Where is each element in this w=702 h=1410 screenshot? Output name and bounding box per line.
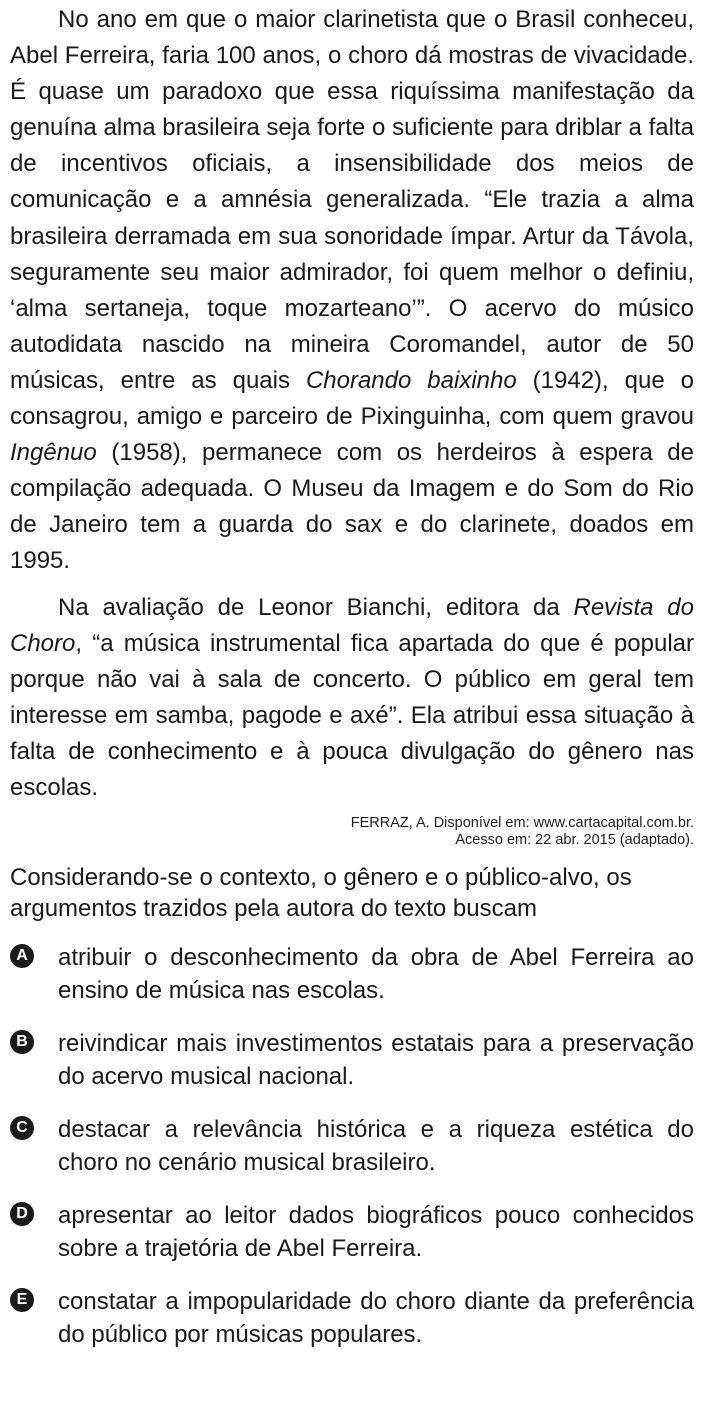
source-line-1: FERRAZ, A. Disponível em: www.cartacapital.com.br. [350,815,694,832]
option-c-badge: C [10,1116,34,1140]
question-page [10,0,694,1371]
option-b-badge: B [10,1030,34,1054]
option-e-badge: E [10,1288,34,1312]
option-d-badge: D [10,1202,34,1226]
question-prompt: Considerando-se o contexto, o gênero e o público-alvo, os argumentos trazidos pela autora do texto buscam [10,864,632,923]
p2-title-revista-do-choro: Revista do Choro [10,593,694,657]
option-d[interactable] [10,1199,694,1265]
p1-title-chorando-baixinho: Chorando baixinho [305,366,517,394]
option-a-badge: A [10,944,34,968]
answer-options [10,941,694,1351]
option-b[interactable] [10,1027,694,1093]
p1-text-a: No ano em que o maior clarinetista que o Brasil conheceu, Abel Ferreira, faria 100 anos, o choro dá mostras de vivacidade. É quase um paradoxo que essa riquíssima manifestação da genuína alma brasileira seja forte o suficiente para driblar a falta de incentivos oficiais, a insensibilidade dos meios de comunicação e a amnésia generalizada. “Ele trazia a alma brasileira derramada em sua sonoridade ímpar. Artur da Távola, seguramente seu maior admirador, foi quem melhor o definiu, ‘alma sertaneja, toque mozarteano’”. O acervo do músico autodidata nascido na mineira Coromandel, autor de 50 músicas, entre as quais [10,6,694,394]
option-c[interactable] [10,1113,694,1179]
option-e-text: constatar a impopularidade do choro diante da preferência do público por músicas populares. [58,1288,694,1349]
option-c-text: destacar a relevância histórica e a riqueza estética do choro no cenário musical brasileiro. [58,1116,694,1177]
p1-title-ingenuo: Ingênuo [10,439,97,467]
p1-text-b: (1942), que o consagrou, amigo e parceiro de Pixinguinha, com quem gravou [10,366,694,431]
text-paragraph-1 [10,0,694,580]
option-d-text: apresentar ao leitor dados biográficos pouco conhecidos sobre a trajetória de Abel Ferreira. [58,1202,694,1263]
option-a[interactable] [10,941,694,1007]
option-b-text: reivindicar mais investimentos estatais para a preservação do acervo musical nacional. [58,1030,694,1091]
p1-text-c: (1958), permanece com os herdeiros à espera de compilação adequada. O Museu da Imagem e do Som do Rio de Janeiro tem a guarda do sax e do clarinete, doados em 1995. [10,439,694,575]
text-paragraph-2 [10,590,694,807]
option-e[interactable] [10,1285,694,1351]
p2-text-b: , “a música instrumental fica apartada do que é popular porque não vai à sala de concerto. O público em geral tem interesse em samba, pagode e axé”. Ela atribui essa situação à falta de conhecimento e à pouca divulgação do gênero nas escolas. [10,629,694,801]
source-citation [10,815,694,849]
source-line-2: Acesso em: 22 abr. 2015 (adaptado). [455,832,694,849]
option-a-text: atribuir o desconhecimento da obra de Abel Ferreira ao ensino de música nas escolas. [58,944,694,1005]
p2-text-a: Na avaliação de Leonor Bianchi, editora da [58,593,574,621]
